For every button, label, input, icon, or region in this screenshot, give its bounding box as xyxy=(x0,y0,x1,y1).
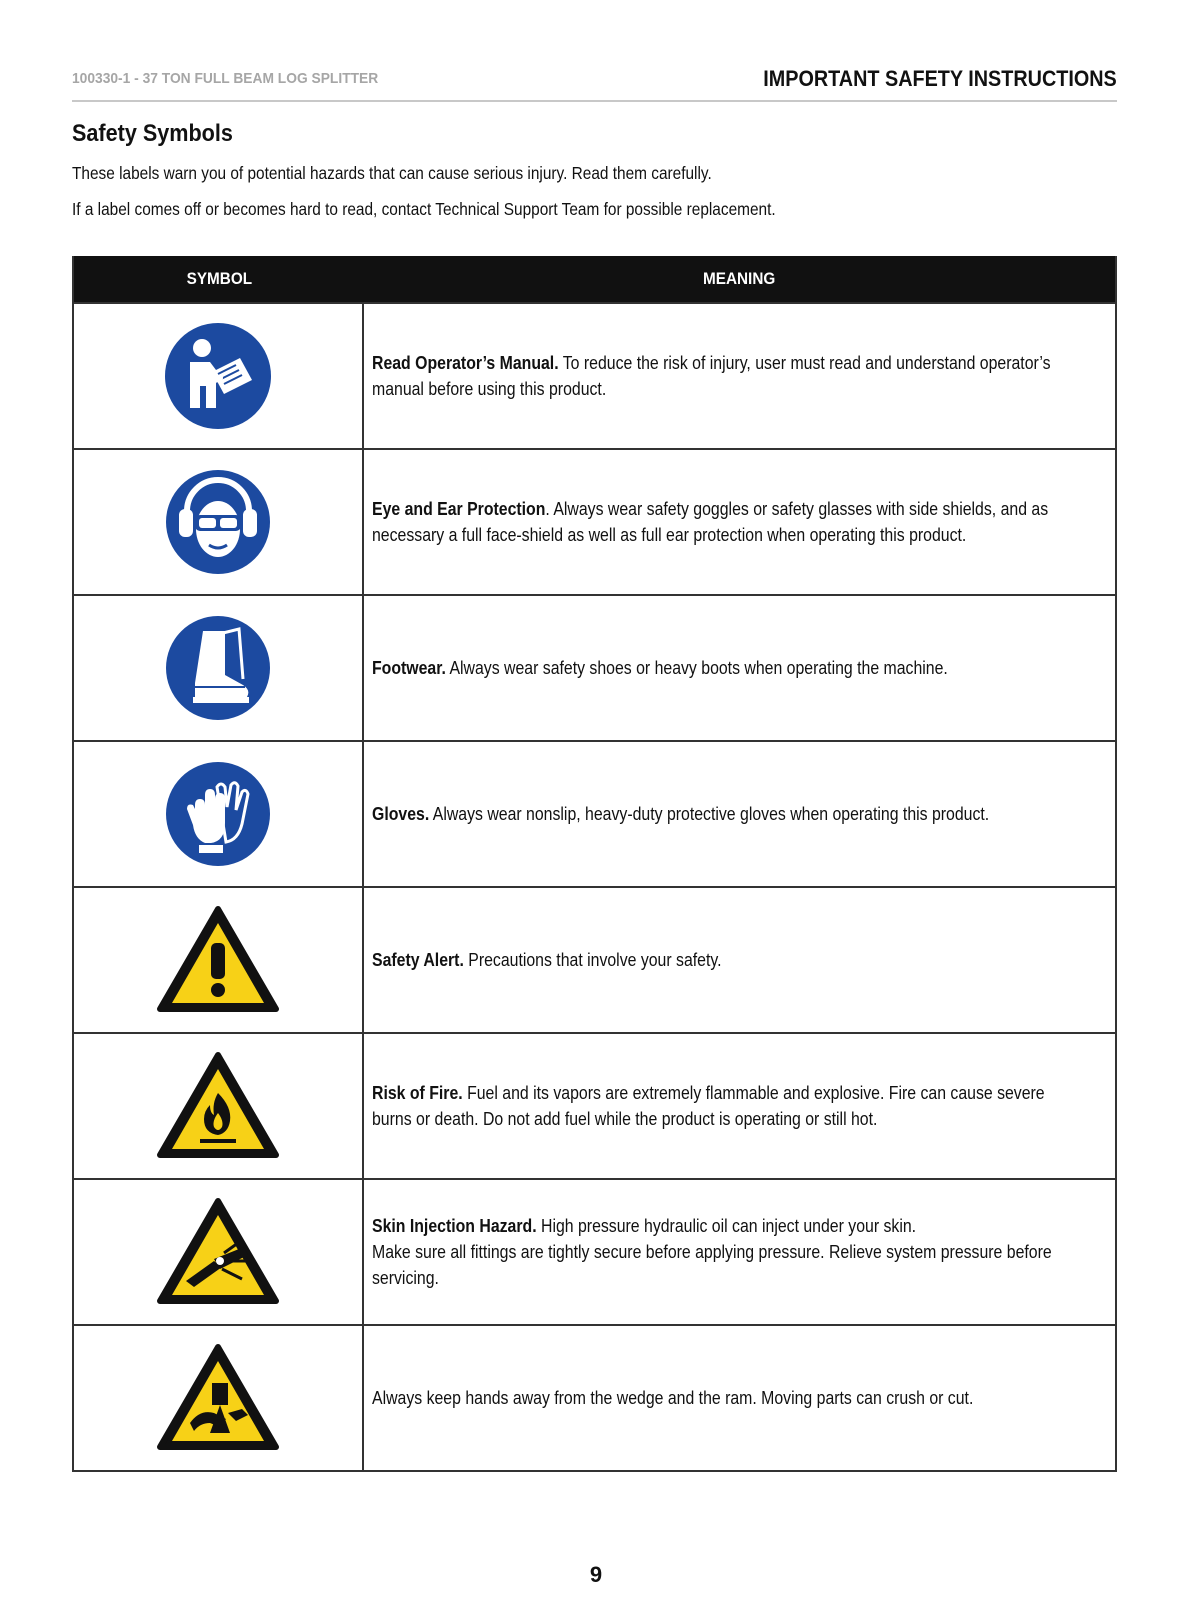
meaning-text: High pressure hydraulic oil can inject under your skin. xyxy=(536,1216,917,1236)
table-row xyxy=(74,302,1115,448)
meaning-label: Eye and Ear Protection xyxy=(372,499,546,519)
meaning-text: . Always wear safety goggles or safety glasses with side shields, and as necessary a full face-shield as well as full ear protection when operating this product. xyxy=(372,499,1049,545)
meaning-text: Precautions that involve your safety. xyxy=(463,950,722,970)
footwear-icon xyxy=(165,615,271,721)
table-row xyxy=(74,1324,1115,1470)
page-header xyxy=(72,66,1117,102)
intro-paragraph-1: These labels warn you of potential hazards that can cause serious injury. Read them carefully. xyxy=(72,163,712,183)
table-row xyxy=(74,448,1115,594)
meaning-label: Skin Injection Hazard. xyxy=(372,1216,537,1236)
table-row xyxy=(74,594,1115,740)
page-number: 9 xyxy=(589,1562,603,1587)
meaning-text: Always wear nonslip, heavy-duty protective gloves when operating this product. xyxy=(429,804,990,824)
meaning-label: Risk of Fire. xyxy=(372,1083,463,1103)
table-row xyxy=(74,1032,1115,1178)
table-row xyxy=(74,1178,1115,1324)
skin-injection-icon xyxy=(156,1197,280,1307)
meaning-label: Read Operator’s Manual. xyxy=(372,353,559,373)
meaning-text: Always keep hands away from the wedge and the ram. Moving parts can crush or cut. xyxy=(372,1388,974,1408)
section-title: Safety Symbols xyxy=(72,120,233,147)
table-row xyxy=(74,740,1115,886)
meaning-text: To reduce the risk of injury, user must read and understand operator’s manual before using this product. xyxy=(372,353,1051,399)
header-symbol: SYMBOL xyxy=(186,269,252,288)
table-row xyxy=(74,886,1115,1032)
intro-paragraph-2: If a label comes off or becomes hard to read, contact Technical Support Team for possible replacement. xyxy=(72,199,776,219)
fire-hazard-icon xyxy=(156,1051,280,1161)
eye-ear-protection-icon xyxy=(165,469,271,575)
document-id: 100330-1 - 37 TON FULL BEAM LOG SPLITTER xyxy=(72,70,379,87)
safety-alert-icon xyxy=(156,905,280,1015)
header-title: IMPORTANT SAFETY INSTRUCTIONS xyxy=(763,66,1117,91)
gloves-icon xyxy=(165,761,271,867)
read-manual-icon xyxy=(164,322,272,430)
meaning-label: Gloves. xyxy=(372,804,430,824)
header-meaning: MEANING xyxy=(703,269,776,288)
meaning-label: Safety Alert. xyxy=(372,950,464,970)
table-header xyxy=(74,256,1115,302)
crush-hazard-icon xyxy=(156,1343,280,1453)
meaning-text: Always wear safety shoes or heavy boots when operating the machine. xyxy=(445,658,948,678)
safety-symbols-table xyxy=(72,256,1117,1472)
meaning-label: Footwear. xyxy=(372,658,446,678)
meaning-text-extra: Make sure all fittings are tightly secure before applying pressure. Relieve system pressure before servicing. xyxy=(372,1242,1052,1288)
meaning-text: Fuel and its vapors are extremely flammable and explosive. Fire can cause severe burns or death. Do not add fuel while the product is operating or still hot. xyxy=(372,1083,1045,1129)
